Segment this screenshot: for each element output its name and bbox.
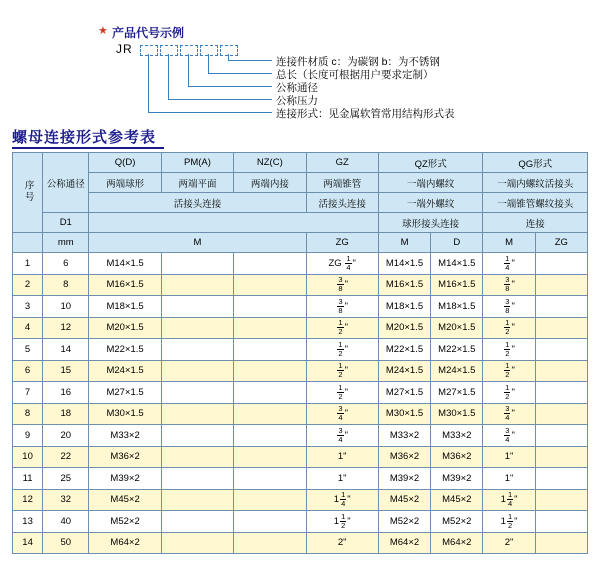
leader-line-1h xyxy=(228,60,272,61)
row-nz xyxy=(234,403,306,425)
code-slot-4 xyxy=(200,45,218,56)
row-qg-m: $\frac{3}{4}$ " xyxy=(483,403,535,425)
row-qg-zg xyxy=(535,360,587,382)
row-qg-zg xyxy=(535,317,587,339)
row-pm xyxy=(161,468,233,490)
header-group-gz: GZ xyxy=(306,153,378,173)
table-row xyxy=(13,489,588,511)
row-seq: 3 xyxy=(13,296,43,318)
row-qg-m: $\frac{3}{8}$ " xyxy=(483,296,535,318)
table-row xyxy=(13,382,588,404)
row-pm xyxy=(161,317,233,339)
table-row xyxy=(13,511,588,533)
header-qg-conn: 连接 xyxy=(483,213,588,233)
header-conn-left: 活接头连接 xyxy=(89,193,306,213)
row-qg-zg xyxy=(535,511,587,533)
row-pm xyxy=(161,425,233,447)
leader-line-3h xyxy=(188,86,272,87)
row-qz-d: M64×2 xyxy=(431,532,483,554)
legend-label-connection-form: 连接形式：见金属软管常用结构形式表 xyxy=(276,108,455,120)
row-qz-m: M24×1.5 xyxy=(378,360,430,382)
row-qg-zg xyxy=(535,425,587,447)
header-unit-zg: ZG xyxy=(306,233,378,253)
row-dn: 12 xyxy=(43,317,89,339)
row-qz-d: M36×2 xyxy=(431,446,483,468)
table-row xyxy=(13,403,588,425)
row-pm xyxy=(161,339,233,361)
row-pm xyxy=(161,532,233,554)
leader-line-5 xyxy=(148,54,149,112)
row-qg-m: 1" xyxy=(483,446,535,468)
header-type-gz: 两端锥管 xyxy=(306,173,378,193)
code-slot-3 xyxy=(180,45,198,56)
row-qg-zg xyxy=(535,253,587,275)
row-pm xyxy=(161,382,233,404)
leader-line-5h xyxy=(148,112,272,113)
header-row-types xyxy=(13,173,588,193)
row-qg-zg xyxy=(535,296,587,318)
row-seq: 14 xyxy=(13,532,43,554)
header-group-q: Q(D) xyxy=(89,153,161,173)
product-code-legend xyxy=(0,0,600,118)
row-dn: 6 xyxy=(43,253,89,275)
row-dn: 16 xyxy=(43,382,89,404)
row-q: M33×2 xyxy=(89,425,161,447)
row-qg-m: 2" xyxy=(483,532,535,554)
row-seq: 5 xyxy=(13,339,43,361)
row-q: M16×1.5 xyxy=(89,274,161,296)
row-nz xyxy=(234,274,306,296)
row-gz: $\frac{1}{2}$ " xyxy=(306,382,378,404)
row-seq: 8 xyxy=(13,403,43,425)
row-qz-m: M39×2 xyxy=(378,468,430,490)
row-pm xyxy=(161,446,233,468)
row-gz: 1 $\frac{1}{4}$ " xyxy=(306,489,378,511)
row-qz-d: M18×1.5 xyxy=(431,296,483,318)
row-dn: 10 xyxy=(43,296,89,318)
row-nz xyxy=(234,446,306,468)
row-gz: $\frac{1}{2}$ " xyxy=(306,339,378,361)
row-nz xyxy=(234,317,306,339)
row-qz-d: M22×1.5 xyxy=(431,339,483,361)
title-underline xyxy=(12,147,164,149)
row-qz-m: M36×2 xyxy=(378,446,430,468)
row-gz: $\frac{1}{2}$ " xyxy=(306,317,378,339)
row-qz-d: M20×1.5 xyxy=(431,317,483,339)
row-pm xyxy=(161,253,233,275)
row-qg-zg xyxy=(535,382,587,404)
row-qz-d: M33×2 xyxy=(431,425,483,447)
row-seq: 13 xyxy=(13,511,43,533)
row-qz-d: M27×1.5 xyxy=(431,382,483,404)
row-qg-m: 1 $\frac{1}{2}$ " xyxy=(483,511,535,533)
row-nz xyxy=(234,360,306,382)
row-qg-m: $\frac{1}{2}$ " xyxy=(483,339,535,361)
table-head xyxy=(13,153,588,253)
row-qz-d: M45×2 xyxy=(431,489,483,511)
row-gz: 2" xyxy=(306,532,378,554)
table-row xyxy=(13,317,588,339)
row-qz-m: M14×1.5 xyxy=(378,253,430,275)
row-q: M20×1.5 xyxy=(89,317,161,339)
row-q: M45×2 xyxy=(89,489,161,511)
header-conn-gz: 活接头连接 xyxy=(306,193,378,213)
row-qg-m: $\frac{3}{4}$ " xyxy=(483,425,535,447)
row-qz-d: M52×2 xyxy=(431,511,483,533)
row-qg-m: $\frac{1}{2}$ " xyxy=(483,382,535,404)
nut-connection-table xyxy=(12,152,588,554)
row-gz: 1" xyxy=(306,468,378,490)
table-row xyxy=(13,253,588,275)
row-pm xyxy=(161,489,233,511)
row-dn: 50 xyxy=(43,532,89,554)
row-qz-m: M22×1.5 xyxy=(378,339,430,361)
row-seq: 2 xyxy=(13,274,43,296)
legend-label-length: 总长（长度可根据用户要求定制） xyxy=(276,69,434,81)
header-group-nz: NZ(C) xyxy=(234,153,306,173)
header-conn-qz: 一端外螺纹 xyxy=(378,193,483,213)
row-gz: $\frac{1}{2}$ " xyxy=(306,360,378,382)
code-slot-2 xyxy=(160,45,178,56)
header-row-groups xyxy=(13,153,588,173)
header-unit-qg-zg: ZG xyxy=(535,233,587,253)
row-seq: 7 xyxy=(13,382,43,404)
row-qz-m: M33×2 xyxy=(378,425,430,447)
header-type-qz: 一端内螺纹 xyxy=(378,173,483,193)
header-group-qz: QZ形式 xyxy=(378,153,483,173)
star-icon: ★ xyxy=(98,25,108,37)
header-unit-qz-d: D xyxy=(431,233,483,253)
header-group-pm: PM(A) xyxy=(161,153,233,173)
row-nz xyxy=(234,425,306,447)
row-pm xyxy=(161,511,233,533)
legend-label-material: 连接件材质 c：为碳钢 b：为不锈钢 xyxy=(276,56,440,68)
leader-line-2h xyxy=(208,73,272,74)
row-q: M64×2 xyxy=(89,532,161,554)
row-q: M30×1.5 xyxy=(89,403,161,425)
row-qg-m: 1 $\frac{1}{4}$ " xyxy=(483,489,535,511)
row-gz: $\frac{3}{8}$ " xyxy=(306,274,378,296)
row-nz xyxy=(234,489,306,511)
row-nz xyxy=(234,382,306,404)
row-pm xyxy=(161,403,233,425)
row-seq: 4 xyxy=(13,317,43,339)
header-unit-m: M xyxy=(89,233,306,253)
row-dn: 40 xyxy=(43,511,89,533)
header-type-q: 两端球形 xyxy=(89,173,161,193)
row-q: M36×2 xyxy=(89,446,161,468)
row-qz-m: M45×2 xyxy=(378,489,430,511)
row-seq: 12 xyxy=(13,489,43,511)
table-row xyxy=(13,360,588,382)
row-dn: 18 xyxy=(43,403,89,425)
row-qz-d: M16×1.5 xyxy=(431,274,483,296)
header-qz-ball: 球形接头连接 xyxy=(378,213,483,233)
row-seq: 9 xyxy=(13,425,43,447)
row-dn: 20 xyxy=(43,425,89,447)
row-seq: 10 xyxy=(13,446,43,468)
row-q: M39×2 xyxy=(89,468,161,490)
header-type-pm: 两端平面 xyxy=(161,173,233,193)
row-dn: 22 xyxy=(43,446,89,468)
header-type-qg: 一端内螺纹活接头 xyxy=(483,173,588,193)
row-qg-zg xyxy=(535,446,587,468)
header-d1: D1 xyxy=(43,213,89,233)
header-unit-mm: mm xyxy=(43,233,89,253)
header-seq: 序号 xyxy=(13,153,43,233)
row-qg-m: $\frac{1}{2}$ " xyxy=(483,317,535,339)
row-nz xyxy=(234,468,306,490)
row-qz-d: M14×1.5 xyxy=(431,253,483,275)
row-qz-d: M39×2 xyxy=(431,468,483,490)
row-qg-m: $\frac{1}{4}$ " xyxy=(483,253,535,275)
row-qg-zg xyxy=(535,403,587,425)
row-qg-m: 1" xyxy=(483,468,535,490)
row-dn: 25 xyxy=(43,468,89,490)
row-q: M27×1.5 xyxy=(89,382,161,404)
row-pm xyxy=(161,274,233,296)
nut-connection-table-wrap xyxy=(12,152,588,554)
legend-label-nominal-diameter: 公称通径 xyxy=(276,82,318,94)
row-gz: $\frac{3}{4}$ " xyxy=(306,403,378,425)
row-q: M52×2 xyxy=(89,511,161,533)
leader-line-4 xyxy=(168,54,169,99)
header-unit-qg-m: M xyxy=(483,233,535,253)
row-qg-zg xyxy=(535,339,587,361)
row-qg-m: $\frac{1}{2}$ " xyxy=(483,360,535,382)
row-qz-d: M30×1.5 xyxy=(431,403,483,425)
row-dn: 15 xyxy=(43,360,89,382)
header-dn: 公称通径 xyxy=(43,153,89,213)
row-seq: 6 xyxy=(13,360,43,382)
row-qg-zg xyxy=(535,468,587,490)
row-gz: 1" xyxy=(306,446,378,468)
code-prefix: JR xyxy=(116,42,133,56)
row-qg-zg xyxy=(535,274,587,296)
row-qz-m: M16×1.5 xyxy=(378,274,430,296)
header-type-nz: 两端内接 xyxy=(234,173,306,193)
row-pm xyxy=(161,296,233,318)
row-dn: 14 xyxy=(43,339,89,361)
row-qz-m: M64×2 xyxy=(378,532,430,554)
row-qz-m: M30×1.5 xyxy=(378,403,430,425)
row-seq: 11 xyxy=(13,468,43,490)
row-qg-zg xyxy=(535,489,587,511)
header-row-connection xyxy=(13,193,588,213)
row-qg-m: $\frac{3}{8}$ " xyxy=(483,274,535,296)
row-qz-m: M27×1.5 xyxy=(378,382,430,404)
table-row xyxy=(13,339,588,361)
table-row xyxy=(13,425,588,447)
legend-title: 产品代号示例 xyxy=(112,26,185,40)
row-qz-m: M52×2 xyxy=(378,511,430,533)
header-unit-seq-blank xyxy=(13,233,43,253)
row-dn: 8 xyxy=(43,274,89,296)
page-title: 螺母连接形式参考表 xyxy=(12,129,157,146)
row-qz-m: M18×1.5 xyxy=(378,296,430,318)
row-gz: $\frac{3}{4}$ " xyxy=(306,425,378,447)
table-row xyxy=(13,532,588,554)
row-nz xyxy=(234,296,306,318)
table-row xyxy=(13,468,588,490)
legend-label-nominal-pressure: 公称压力 xyxy=(276,95,318,107)
row-pm xyxy=(161,360,233,382)
row-nz xyxy=(234,253,306,275)
header-row-d1 xyxy=(13,213,588,233)
row-nz xyxy=(234,532,306,554)
row-gz: $\frac{3}{8}$ " xyxy=(306,296,378,318)
header-group-qg: QG形式 xyxy=(483,153,588,173)
row-nz xyxy=(234,339,306,361)
header-conn-qg: 一端锥管螺纹接头 xyxy=(483,193,588,213)
row-qz-m: M20×1.5 xyxy=(378,317,430,339)
code-slot-1 xyxy=(140,45,158,56)
leader-line-2 xyxy=(208,54,209,73)
leader-line-4h xyxy=(168,99,272,100)
row-q: M14×1.5 xyxy=(89,253,161,275)
header-unit-qz-m: M xyxy=(378,233,430,253)
table-body xyxy=(13,253,588,554)
row-q: M18×1.5 xyxy=(89,296,161,318)
table-row xyxy=(13,296,588,318)
row-nz xyxy=(234,511,306,533)
row-gz: 1 $\frac{1}{2}$ " xyxy=(306,511,378,533)
leader-line-3 xyxy=(188,54,189,86)
row-qg-zg xyxy=(535,532,587,554)
row-dn: 32 xyxy=(43,489,89,511)
row-qz-d: M24×1.5 xyxy=(431,360,483,382)
header-blank xyxy=(89,213,379,233)
row-q: M24×1.5 xyxy=(89,360,161,382)
table-row xyxy=(13,274,588,296)
row-seq: 1 xyxy=(13,253,43,275)
row-q: M22×1.5 xyxy=(89,339,161,361)
header-row-units xyxy=(13,233,588,253)
code-slot-5 xyxy=(220,45,238,56)
table-row xyxy=(13,446,588,468)
row-gz: ZG $\frac{1}{4}$ " xyxy=(306,253,378,275)
